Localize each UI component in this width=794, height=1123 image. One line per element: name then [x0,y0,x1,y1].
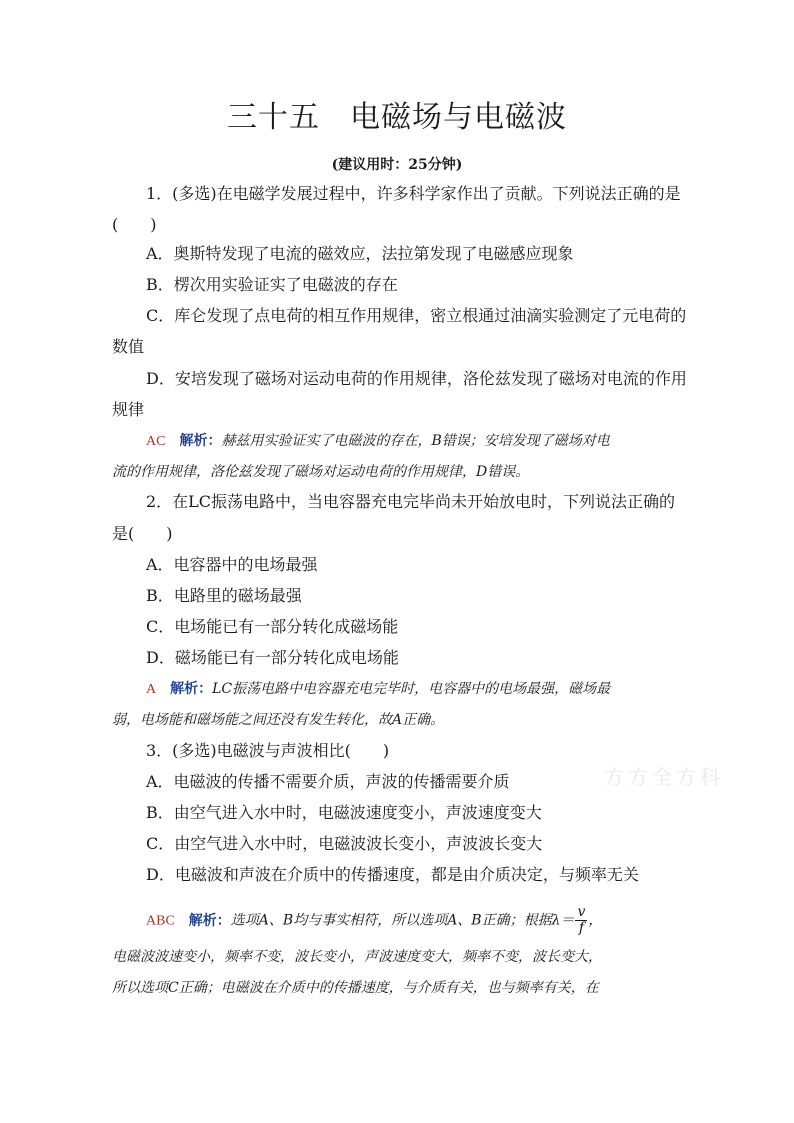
q3-stem: 3．(多选)电磁波与声波相比( ) [146,741,390,760]
q1-option-d: D．安培发现了磁场对运动电荷的作用规律，洛伦兹发现了磁场对电流的作用 [146,369,687,388]
formula-denominator: f [578,920,585,936]
q1-answer-key: AC [146,434,166,449]
q1-option-c: C．库仑发现了点电荷的相互作用规律，密立根通过油滴实验测定了元电荷的 [146,306,687,325]
time-hint: (建议用时：25分钟) [331,157,463,173]
title-text: 电磁场与电磁波 [350,100,567,135]
q2-analysis [146,679,610,700]
q2-option-d: D．磁场能已有一部分转化成电场能 [146,648,399,667]
q3-option-d: D．电磁波和声波在介质中的传播速度，都是由介质决定，与频率无关 [146,865,639,884]
q3-option-c: C．由空气进入水中时，电磁波波长变小，声波波长变大 [146,834,543,853]
q3-option-b: B．由空气进入水中时，电磁波速度变小，声波速度变大 [146,803,542,822]
q1-option-a: A．奥斯特发现了电流的磁效应，法拉第发现了电磁感应现象 [146,244,574,263]
q1-option-d-cont: 规律 [112,400,145,419]
q1-analysis [146,431,610,452]
q3-analysis-cont-1: 电磁波波速变小，频率不变，波长变小，声波速度变大，频率不变，波长变大， [112,949,602,965]
formula-tail: ， [588,912,603,929]
q2-option-b: B．电路里的磁场最强 [146,586,302,605]
q1-analysis-label: 解析： [179,433,222,449]
q3-analysis-text: 选项A、B均与事实相符，所以选项A、B正确；根据λ＝ [230,912,575,929]
q3-analysis-cont-2: 所以选项C正确；电磁波在介质中的传播速度，与介质有关，也与频率有关，在 [112,980,599,996]
page-title [0,92,794,136]
q3-answer-key: ABC [146,913,175,929]
q2-analysis-cont: 弱，电场能和磁场能之间还没有发生转化，故A正确。 [112,712,445,728]
q1-option-c-cont: 数值 [112,337,145,356]
q2-answer-key: A [146,682,157,697]
q2-option-c: C．电场能已有一部分转化成磁场能 [146,617,399,636]
q3-analysis [146,905,602,936]
q2-stem-cont: 是( ) [112,524,173,543]
formula-numerator: v [577,904,586,920]
q2-analysis-label: 解析： [170,681,213,697]
q1-stem: 1．(多选)在电磁学发展过程中，许多科学家作出了贡献。下列说法正确的是 [146,184,681,203]
lambda-formula-fraction [575,905,587,936]
q3-option-a: A．电磁波的传播不需要介质，声波的传播需要介质 [146,772,510,791]
title-number: 三十五 [227,100,320,135]
q1-analysis-text: 赫兹用实验证实了电磁波的存在，B错误；安培发现了磁场对电 [221,433,610,449]
q1-option-b: B．楞次用实验证实了电磁波的存在 [146,275,398,294]
q2-stem: 2．在LC振荡电路中，当电容器充电完毕尚未开始放电时，下列说法正确的 [146,492,676,511]
q2-option-a: A．电容器中的电场最强 [146,555,318,574]
watermark: 方方全方科 [604,765,724,789]
q1-stem-bracket: ( ) [112,215,157,234]
q3-analysis-label: 解析： [188,912,231,929]
q2-analysis-text: LC振荡电路中电容器充电完毕时，电容器中的电场最强，磁场最 [212,681,611,697]
q1-analysis-cont: 流的作用规律，洛伦兹发现了磁场对运动电荷的作用规律，D错误。 [112,464,530,480]
